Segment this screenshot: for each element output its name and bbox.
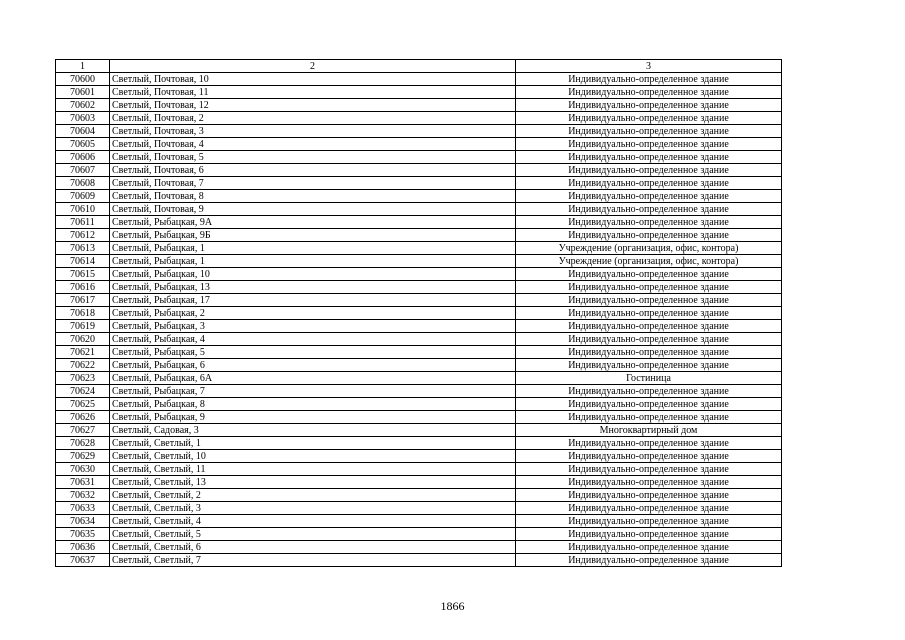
row-id-cell: 70606: [56, 151, 110, 164]
column-header-1: 1: [56, 60, 110, 73]
row-id-cell: 70600: [56, 73, 110, 86]
table-row: [56, 177, 782, 190]
table-row: [56, 372, 782, 385]
column-header-3: 3: [516, 60, 782, 73]
row-type-cell: Индивидуально-определенное здание: [516, 125, 782, 138]
table-row: [56, 385, 782, 398]
row-address-cell: Светлый, Почтовая, 4: [110, 138, 516, 151]
table-row: [56, 398, 782, 411]
row-type-cell: Индивидуально-определенное здание: [516, 99, 782, 112]
row-address-cell: Светлый, Светлый, 4: [110, 515, 516, 528]
row-address-cell: Светлый, Рыбацкая, 17: [110, 294, 516, 307]
table-row: [56, 424, 782, 437]
table-row: [56, 294, 782, 307]
row-type-cell: Индивидуально-определенное здание: [516, 398, 782, 411]
table-row: [56, 268, 782, 281]
row-address-cell: Светлый, Рыбацкая, 9Б: [110, 229, 516, 242]
row-id-cell: 70603: [56, 112, 110, 125]
table-row: [56, 554, 782, 567]
table-body: [56, 73, 782, 567]
row-id-cell: 70633: [56, 502, 110, 515]
row-address-cell: Светлый, Почтовая, 5: [110, 151, 516, 164]
row-id-cell: 70627: [56, 424, 110, 437]
row-type-cell: Индивидуально-определенное здание: [516, 151, 782, 164]
row-id-cell: 70608: [56, 177, 110, 190]
table-row: [56, 307, 782, 320]
row-id-cell: 70602: [56, 99, 110, 112]
row-address-cell: Светлый, Рыбацкая, 2: [110, 307, 516, 320]
row-type-cell: Гостиница: [516, 372, 782, 385]
row-id-cell: 70629: [56, 450, 110, 463]
table-row: [56, 86, 782, 99]
row-id-cell: 70617: [56, 294, 110, 307]
row-type-cell: Индивидуально-определенное здание: [516, 385, 782, 398]
address-table: [55, 59, 782, 567]
row-id-cell: 70601: [56, 86, 110, 99]
row-address-cell: Светлый, Почтовая, 12: [110, 99, 516, 112]
table-header-row: [56, 60, 782, 73]
row-type-cell: Учреждение (организация, офис, контора): [516, 242, 782, 255]
row-id-cell: 70631: [56, 476, 110, 489]
row-address-cell: Светлый, Рыбацкая, 5: [110, 346, 516, 359]
row-type-cell: Индивидуально-определенное здание: [516, 554, 782, 567]
row-address-cell: Светлый, Рыбацкая, 9А: [110, 216, 516, 229]
row-type-cell: Индивидуально-определенное здание: [516, 320, 782, 333]
row-type-cell: Индивидуально-определенное здание: [516, 437, 782, 450]
row-id-cell: 70616: [56, 281, 110, 294]
table-row: [56, 528, 782, 541]
row-address-cell: Светлый, Светлый, 10: [110, 450, 516, 463]
row-address-cell: Светлый, Садовая, 3: [110, 424, 516, 437]
table-row: [56, 125, 782, 138]
row-type-cell: Индивидуально-определенное здание: [516, 294, 782, 307]
row-type-cell: Индивидуально-определенное здание: [516, 346, 782, 359]
row-id-cell: 70635: [56, 528, 110, 541]
table-row: [56, 151, 782, 164]
row-id-cell: 70634: [56, 515, 110, 528]
table-row: [56, 411, 782, 424]
row-id-cell: 70609: [56, 190, 110, 203]
row-type-cell: Индивидуально-определенное здание: [516, 164, 782, 177]
row-address-cell: Светлый, Светлый, 3: [110, 502, 516, 515]
row-address-cell: Светлый, Почтовая, 11: [110, 86, 516, 99]
table-row: [56, 255, 782, 268]
row-id-cell: 70612: [56, 229, 110, 242]
row-id-cell: 70632: [56, 489, 110, 502]
row-type-cell: Индивидуально-определенное здание: [516, 489, 782, 502]
table-row: [56, 229, 782, 242]
row-address-cell: Светлый, Рыбацкая, 7: [110, 385, 516, 398]
row-address-cell: Светлый, Светлый, 6: [110, 541, 516, 554]
column-header-2: 2: [110, 60, 516, 73]
table-row: [56, 476, 782, 489]
table-row: [56, 333, 782, 346]
row-address-cell: Светлый, Почтовая, 9: [110, 203, 516, 216]
row-address-cell: Светлый, Рыбацкая, 1: [110, 242, 516, 255]
row-id-cell: 70625: [56, 398, 110, 411]
row-type-cell: Индивидуально-определенное здание: [516, 515, 782, 528]
row-address-cell: Светлый, Почтовая, 8: [110, 190, 516, 203]
row-address-cell: Светлый, Светлый, 7: [110, 554, 516, 567]
row-address-cell: Светлый, Рыбацкая, 6А: [110, 372, 516, 385]
row-address-cell: Светлый, Светлый, 13: [110, 476, 516, 489]
row-id-cell: 70622: [56, 359, 110, 372]
page-number: 1866: [440, 599, 465, 613]
row-id-cell: 70623: [56, 372, 110, 385]
table-row: [56, 73, 782, 86]
row-id-cell: 70621: [56, 346, 110, 359]
table-row: [56, 138, 782, 151]
row-type-cell: Индивидуально-определенное здание: [516, 229, 782, 242]
row-address-cell: Светлый, Рыбацкая, 13: [110, 281, 516, 294]
row-id-cell: 70605: [56, 138, 110, 151]
row-type-cell: Индивидуально-определенное здание: [516, 359, 782, 372]
row-type-cell: Индивидуально-определенное здание: [516, 450, 782, 463]
table-row: [56, 112, 782, 125]
row-type-cell: Индивидуально-определенное здание: [516, 86, 782, 99]
row-id-cell: 70604: [56, 125, 110, 138]
row-type-cell: Многоквартирный дом: [516, 424, 782, 437]
row-id-cell: 70636: [56, 541, 110, 554]
row-type-cell: Индивидуально-определенное здание: [516, 216, 782, 229]
row-id-cell: 70610: [56, 203, 110, 216]
table-row: [56, 99, 782, 112]
row-address-cell: Светлый, Светлый, 11: [110, 463, 516, 476]
table-row: [56, 359, 782, 372]
table-row: [56, 242, 782, 255]
row-id-cell: 70624: [56, 385, 110, 398]
row-address-cell: Светлый, Светлый, 2: [110, 489, 516, 502]
row-type-cell: Индивидуально-определенное здание: [516, 112, 782, 125]
row-address-cell: Светлый, Светлый, 1: [110, 437, 516, 450]
row-type-cell: Индивидуально-определенное здание: [516, 476, 782, 489]
row-type-cell: Индивидуально-определенное здание: [516, 73, 782, 86]
row-id-cell: 70618: [56, 307, 110, 320]
row-type-cell: Индивидуально-определенное здание: [516, 463, 782, 476]
table-row: [56, 541, 782, 554]
row-address-cell: Светлый, Рыбацкая, 10: [110, 268, 516, 281]
row-id-cell: 70614: [56, 255, 110, 268]
row-type-cell: Учреждение (организация, офис, контора): [516, 255, 782, 268]
row-address-cell: Светлый, Рыбацкая, 9: [110, 411, 516, 424]
row-type-cell: Индивидуально-определенное здание: [516, 281, 782, 294]
row-address-cell: Светлый, Почтовая, 10: [110, 73, 516, 86]
table-row: [56, 450, 782, 463]
row-id-cell: 70611: [56, 216, 110, 229]
row-id-cell: 70628: [56, 437, 110, 450]
table-row: [56, 203, 782, 216]
row-type-cell: Индивидуально-определенное здание: [516, 541, 782, 554]
row-address-cell: Светлый, Рыбацкая, 3: [110, 320, 516, 333]
row-id-cell: 70626: [56, 411, 110, 424]
table-row: [56, 320, 782, 333]
row-id-cell: 70607: [56, 164, 110, 177]
row-address-cell: Светлый, Почтовая, 6: [110, 164, 516, 177]
table-row: [56, 346, 782, 359]
row-address-cell: Светлый, Почтовая, 2: [110, 112, 516, 125]
table-row: [56, 216, 782, 229]
table-row: [56, 489, 782, 502]
row-type-cell: Индивидуально-определенное здание: [516, 307, 782, 320]
row-address-cell: Светлый, Рыбацкая, 1: [110, 255, 516, 268]
table-row: [56, 190, 782, 203]
row-address-cell: Светлый, Почтовая, 3: [110, 125, 516, 138]
row-type-cell: Индивидуально-определенное здание: [516, 502, 782, 515]
table-row: [56, 164, 782, 177]
table-row: [56, 463, 782, 476]
row-address-cell: Светлый, Рыбацкая, 8: [110, 398, 516, 411]
table-row: [56, 515, 782, 528]
row-type-cell: Индивидуально-определенное здание: [516, 333, 782, 346]
table-row: [56, 281, 782, 294]
row-type-cell: Индивидуально-определенное здание: [516, 138, 782, 151]
row-address-cell: Светлый, Светлый, 5: [110, 528, 516, 541]
row-address-cell: Светлый, Рыбацкая, 4: [110, 333, 516, 346]
row-address-cell: Светлый, Рыбацкая, 6: [110, 359, 516, 372]
row-id-cell: 70630: [56, 463, 110, 476]
row-id-cell: 70613: [56, 242, 110, 255]
row-id-cell: 70637: [56, 554, 110, 567]
row-type-cell: Индивидуально-определенное здание: [516, 203, 782, 216]
row-id-cell: 70615: [56, 268, 110, 281]
row-type-cell: Индивидуально-определенное здание: [516, 177, 782, 190]
table-row: [56, 437, 782, 450]
row-id-cell: 70620: [56, 333, 110, 346]
row-type-cell: Индивидуально-определенное здание: [516, 190, 782, 203]
row-id-cell: 70619: [56, 320, 110, 333]
row-type-cell: Индивидуально-определенное здание: [516, 528, 782, 541]
row-type-cell: Индивидуально-определенное здание: [516, 268, 782, 281]
row-address-cell: Светлый, Почтовая, 7: [110, 177, 516, 190]
row-type-cell: Индивидуально-определенное здание: [516, 411, 782, 424]
table-row: [56, 502, 782, 515]
